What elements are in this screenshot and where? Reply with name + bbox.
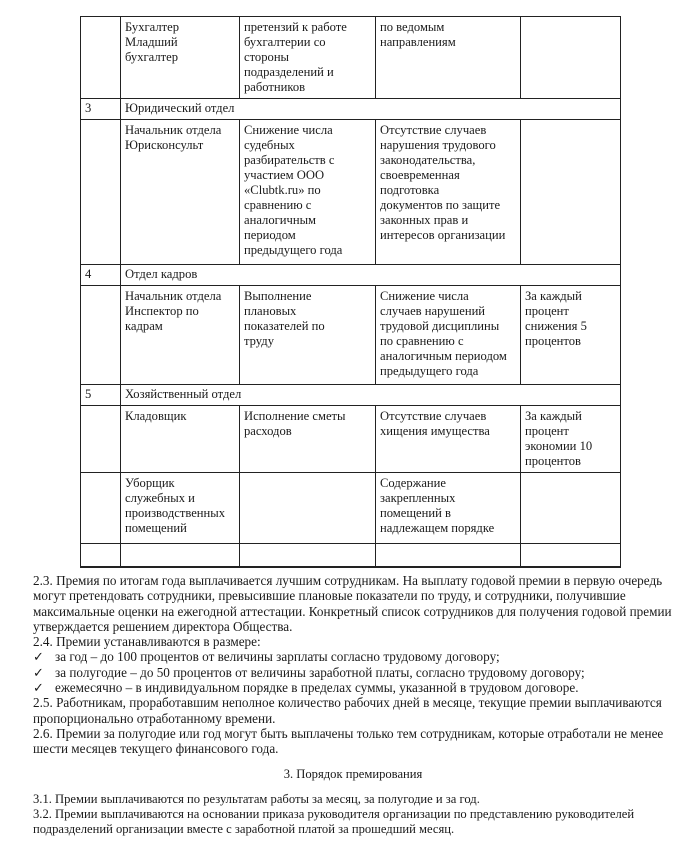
position-cell: [121, 473, 240, 544]
cell-text-line: аналогичным периодом: [380, 349, 507, 363]
paragraph-3-2: 3.2. Премии выплачиваются на основании приказа руководителя организации по представлению руководителей подразделений организации вместе с заработной платой за прошедший месяц.: [33, 807, 635, 837]
row-number-cell: [81, 120, 121, 265]
empty-cell: [376, 567, 521, 568]
cell-text-line: законных прав и: [380, 213, 469, 227]
cell-text-line: Инспектор по: [125, 304, 199, 318]
cell-text-line: хищения имущества: [380, 424, 490, 438]
cell-text-line: процент: [525, 304, 569, 318]
position-cell: [121, 406, 240, 473]
checkmark-icon: ✓: [33, 664, 45, 680]
empty-cell: [121, 567, 240, 568]
cell-text-line: законодательства,: [380, 153, 476, 167]
table-row: [81, 286, 621, 385]
bullet-item: [33, 665, 673, 680]
bonus-size-cell: [521, 286, 621, 385]
cell-text-line: нарушения трудового: [380, 138, 496, 152]
row-number-cell: 5: [81, 385, 121, 406]
cell-text-line: Отсутствие случаев: [380, 409, 487, 423]
cell-text-line: Выполнение: [244, 289, 312, 303]
empty-table-row: [81, 567, 621, 568]
cell-text-line: подразделений и: [244, 65, 334, 79]
cell-text-line: служебных и: [125, 491, 195, 505]
cell-text-line: предыдущего года: [244, 243, 343, 257]
bonus-size-cell: [521, 473, 621, 544]
criterion-cell: [240, 17, 376, 99]
row-number-cell: 4: [81, 265, 121, 286]
cell-text-line: За каждый: [525, 289, 582, 303]
cell-text-line: Снижение числа: [244, 123, 333, 137]
cell-text-line: сравнению с: [244, 198, 312, 212]
row-number-cell: [81, 17, 121, 99]
cell-text-line: предыдущего года: [380, 364, 479, 378]
empty-cell: [81, 567, 121, 568]
cell-text-line: по сравнению с: [380, 334, 464, 348]
bullet-item: [33, 649, 673, 664]
empty-cell: [240, 544, 376, 567]
cell-text-line: кадрам: [125, 319, 163, 333]
department-row: [81, 385, 621, 406]
department-title-cell: Хозяйственный отдел: [121, 385, 621, 406]
cell-text-line: помещений: [125, 521, 187, 535]
empty-cell: [121, 544, 240, 567]
cell-text-line: Младший: [125, 35, 178, 49]
criterion-cell: [240, 286, 376, 385]
cell-text-line: экономии 10: [525, 439, 593, 453]
cell-text-line: производственных: [125, 506, 226, 520]
cell-text-line: Начальник отдела: [125, 123, 222, 137]
cell-text-line: процентов: [525, 334, 581, 348]
cell-text-line: труду: [244, 334, 274, 348]
checkmark-icon: ✓: [33, 649, 45, 665]
department-row: [81, 265, 621, 286]
cell-text-line: подготовка: [380, 183, 440, 197]
position-cell: [121, 17, 240, 99]
checkmark-icon: ✓: [33, 680, 45, 696]
cell-text-line: закрепленных: [380, 491, 456, 505]
paragraph-2-6: 2.6. Премии за полугодие или год могут быть выплачены только тем сотрудникам, которые отработали не менее шести месяцев текущего финансового года.: [33, 725, 664, 757]
bonus-size-cell: [521, 120, 621, 265]
table-row: [81, 17, 621, 99]
section-3-title: 3. Порядок премирования: [283, 766, 423, 781]
document-body: [33, 573, 673, 838]
cell-text-line: случаев нарушений: [380, 304, 486, 318]
indicator-cell: [376, 120, 521, 265]
criterion-cell: [240, 120, 376, 265]
empty-cell: [240, 567, 376, 568]
table-row: [81, 406, 621, 473]
cell-text-line: работников: [244, 80, 306, 94]
cell-text-line: по ведомым: [380, 20, 445, 34]
indicator-cell: [376, 17, 521, 99]
row-number-cell: [81, 406, 121, 473]
bonus-criteria-table: [80, 16, 621, 568]
empty-cell: [521, 567, 621, 568]
position-cell: [121, 286, 240, 385]
bonus-size-cell: [521, 17, 621, 99]
cell-text-line: показателей по: [244, 319, 325, 333]
cell-text-line: Уборщик: [125, 476, 175, 490]
row-number-cell: [81, 473, 121, 544]
cell-text-line: судебных: [244, 138, 295, 152]
row-number-cell: 3: [81, 99, 121, 120]
cell-text-line: Кладовщик: [125, 409, 187, 423]
cell-text-line: Содержание: [380, 476, 446, 490]
empty-cell: [521, 544, 621, 567]
paragraph-2-5: 2.5. Работникам, проработавшим неполное количество рабочих дней в месяце, текущие премии выплачиваются пропорционально отработанному времени.: [33, 695, 662, 726]
cell-text-line: помещений в: [380, 506, 451, 520]
cell-text-line: Бухгалтер: [125, 20, 180, 34]
empty-cell: [81, 544, 121, 567]
bonus-size-cell: [521, 406, 621, 473]
cell-text-line: процентов: [525, 454, 581, 468]
criterion-cell: [240, 406, 376, 473]
cell-text-line: снижения 5: [525, 319, 587, 333]
department-title-cell: Отдел кадров: [121, 265, 621, 286]
empty-cell: [376, 544, 521, 567]
position-cell: [121, 120, 240, 265]
bullet-text: за полугодие – до 50 процентов от величины заработной платы, согласно трудовому договору;: [55, 664, 585, 680]
cell-text-line: надлежащем порядке: [380, 521, 495, 535]
cell-text-line: За каждый: [525, 409, 582, 423]
cell-text-line: Юрисконсульт: [125, 138, 204, 152]
cell-text-line: бухгалтер: [125, 50, 179, 64]
cell-text-line: аналогичным: [244, 213, 317, 227]
bullet-item: [33, 680, 673, 695]
cell-text-line: периодом: [244, 228, 296, 242]
paragraph-3-1: 3.1. Премии выплачиваются по результатам работы за месяц, за полугодие и за год.: [33, 791, 480, 806]
paragraph-2-3: 2.3. Премия по итогам года выплачивается лучшим сотрудникам. На выплату годовой премии в первую очередь могут претендовать сотрудники, превысившие плановые показатели по труду, и сотрудники, получившие максимальные оценки на ежегодной аттестации. Конкретный список сотрудников для получения годовой премии утверждается решением директора Общества.: [33, 573, 672, 634]
row-number-cell: [81, 286, 121, 385]
cell-text-line: бухгалтерии со: [244, 35, 326, 49]
cell-text-line: Снижение числа: [380, 289, 469, 303]
cell-text-line: участием ООО: [244, 168, 325, 182]
cell-text-line: Исполнение сметы: [244, 409, 346, 423]
empty-table-row: [81, 544, 621, 567]
indicator-cell: [376, 286, 521, 385]
cell-text-line: претензий к работе: [244, 20, 347, 34]
bullet-text: ежемесячно – в индивидуальном порядке в пределах суммы, указанной в трудовом договоре.: [55, 680, 579, 696]
bullet-text: за год – до 100 процентов от величины зарплаты согласно трудовому договору;: [55, 649, 500, 665]
cell-text-line: документов по защите: [380, 198, 501, 212]
department-title-cell: Юридический отдел: [121, 99, 621, 120]
cell-text-line: Начальник отдела: [125, 289, 222, 303]
cell-text-line: процент: [525, 424, 569, 438]
cell-text-line: Отсутствие случаев: [380, 123, 487, 137]
department-row: [81, 99, 621, 120]
cell-text-line: разбирательств с: [244, 153, 335, 167]
cell-text-line: стороны: [244, 50, 290, 64]
cell-text-line: своевременная: [380, 168, 460, 182]
indicator-cell: [376, 473, 521, 544]
paragraph-2-4: 2.4. Премии устанавливаются в размере:: [33, 634, 261, 650]
table-row: [81, 473, 621, 544]
cell-text-line: плановых: [244, 304, 297, 318]
table-row: [81, 120, 621, 265]
indicator-cell: [376, 406, 521, 473]
criterion-cell: [240, 473, 376, 544]
cell-text-line: расходов: [244, 424, 292, 438]
cell-text-line: интересов организации: [380, 228, 506, 242]
cell-text-line: трудовой дисциплины: [380, 319, 500, 333]
cell-text-line: «Clubtk.ru» по: [244, 183, 321, 197]
cell-text-line: направлениям: [380, 35, 456, 49]
